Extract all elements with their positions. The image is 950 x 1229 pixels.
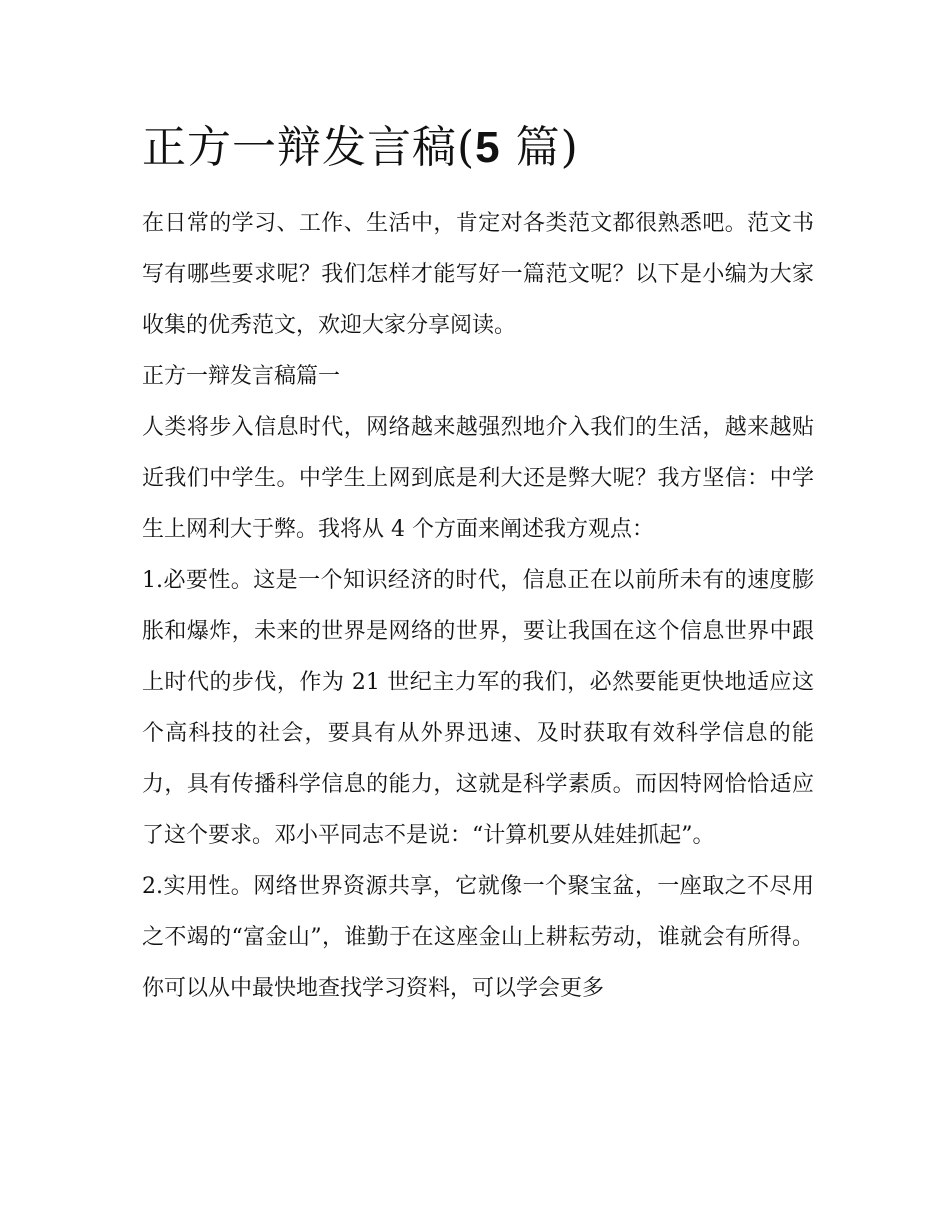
document-page [142,112,814,1014]
section-heading: 正方一辩发言稿篇一 [142,364,341,389]
body-paragraph-1: 人类将步入信息时代，网络越来越强烈地介入我们的生活，越来越贴近我们中学生。中学生上网到底是利大还是弊大呢？我方坚信：中学生上网利大于弊。我将从 4 个方面来阐述我方观点： [142,415,814,542]
title-prefix: 正方一辩发言稿( [142,122,476,173]
body-paragraph-3: 2.实用性。网络世界资源共享，它就像一个聚宝盆，一座取之不尽用之不竭的“富金山”，谁勤于在这座金山上耕耘劳动，谁就会有所得。你可以从中最快地查找学习资料，可以学会更多 [142,874,814,1001]
intro-paragraph: 在日常的学习、工作、生活中，肯定对各类范文都很熟悉吧。范文书写有哪些要求呢？我们怎样才能写好一篇范文呢？以下是小编为大家收集的优秀范文，欢迎大家分享阅读。 [142,211,814,338]
title-suffix: 篇) [500,122,579,173]
document-title [142,112,814,184]
body-paragraph-2: 1.必要性。这是一个知识经济的时代，信息正在以前所未有的速度膨胀和爆炸，未来的世界是网络的世界，要让我国在这个信息世界中跟上时代的步伐，作为 21 世纪主力军的我们，必然要能更快地适应这个高科技的社会，要具有从外界迅速、及时获取有效科学信息的能力，具有传播科学信息的能力，这就是科学素质。而因特网恰恰适应了这个要求。邓小平同志不是说：“计算机要从娃娃抓起”。 [142,568,814,848]
title-number: 5 [475,123,501,172]
